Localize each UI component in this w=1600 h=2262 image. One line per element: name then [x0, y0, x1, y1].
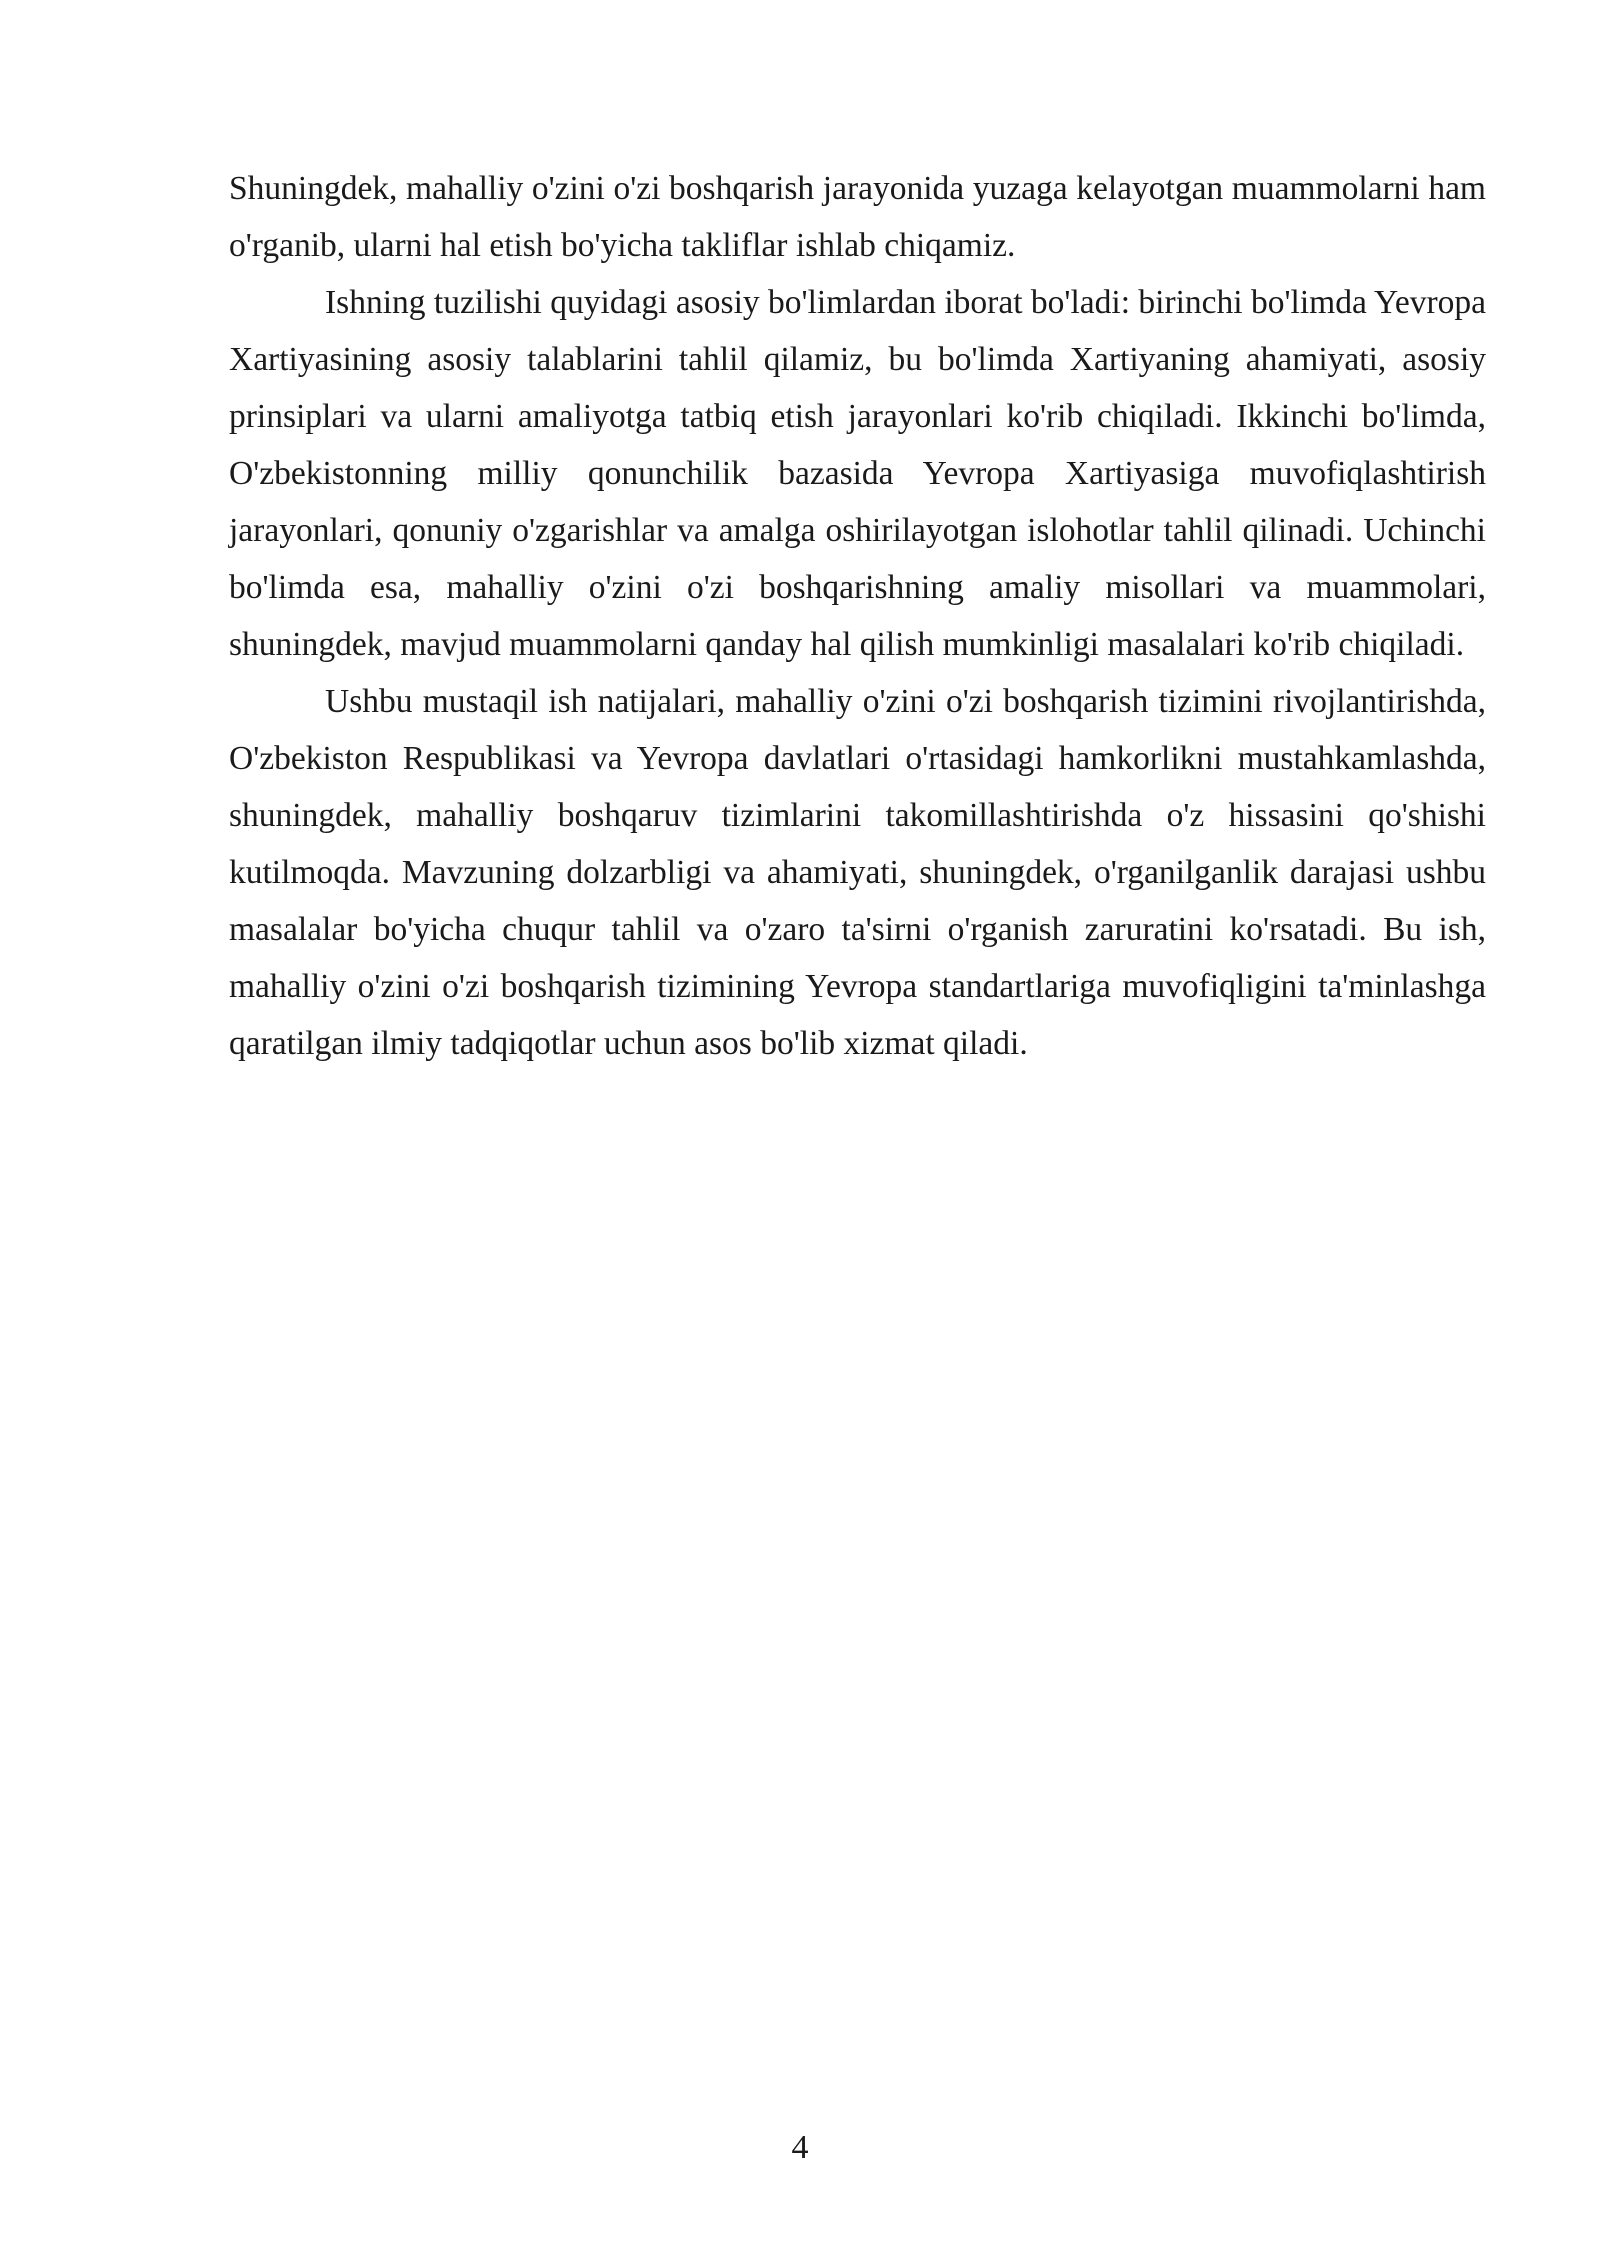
paragraph-3: Ushbu mustaqil ish natijalari, mahalliy o'zini o'zi boshqarish tizimini rivojlantirishda, O'zbekiston Respublikasi va Yevropa davlatlari o'rtasidagi hamkorlikni mustahkamlashda, shuningdek, mahalliy boshqaruv tizimlarini takomillashtirishda o'z hissasini qo'shishi kutilmoqda. Mavzuning dolzarbligi va ahamiyati, shuningdek, o'rganilganlik darajasi ushbu masalalar bo'yicha chuqur tahlil va o'zaro ta'sirni o'rganish zaruratini ko'rsatadi. Bu ish, mahalliy o'zini o'zi boshqarish tizimining Yevropa standartlariga muvofiqligini ta'minlashga qaratilgan ilmiy tadqiqotlar uchun asos bo'lib xizmat qiladi.: [229, 683, 1486, 1062]
page-number: 4: [791, 2129, 809, 2166]
paragraph-1: Shuningdek, mahalliy o'zini o'zi boshqarish jarayonida yuzaga kelayotgan muammolarni ham o'rganib, ularni hal etish bo'yicha takliflar ishlab chiqamiz.: [229, 170, 1486, 264]
body-text: [229, 160, 1486, 1072]
paragraph-2: Ishning tuzilishi quyidagi asosiy bo'limlardan iborat bo'ladi: birinchi bo'limda Yevropa Xartiyasining asosiy talablarini tahlil qilamiz, bu bo'limda Xartiyaning ahamiyati, asosiy prinsiplari va ularni amaliyotga tatbiq etish jarayonlari ko'rib chiqiladi. Ikkinchi bo'limda, O'zbekistonning milliy qonunchilik bazasida Yevropa Xartiyasiga muvofiqlashtirish jarayonlari, qonuniy o'zgarishlar va amalga oshirilayotgan islohotlar tahlil qilinadi. Uchinchi bo'limda esa, mahalliy o'zini o'zi boshqarishning amaliy misollari va muammolari, shuningdek, mavjud muammolarni qanday hal qilish mumkinligi masalalari ko'rib chiqiladi.: [229, 284, 1486, 663]
